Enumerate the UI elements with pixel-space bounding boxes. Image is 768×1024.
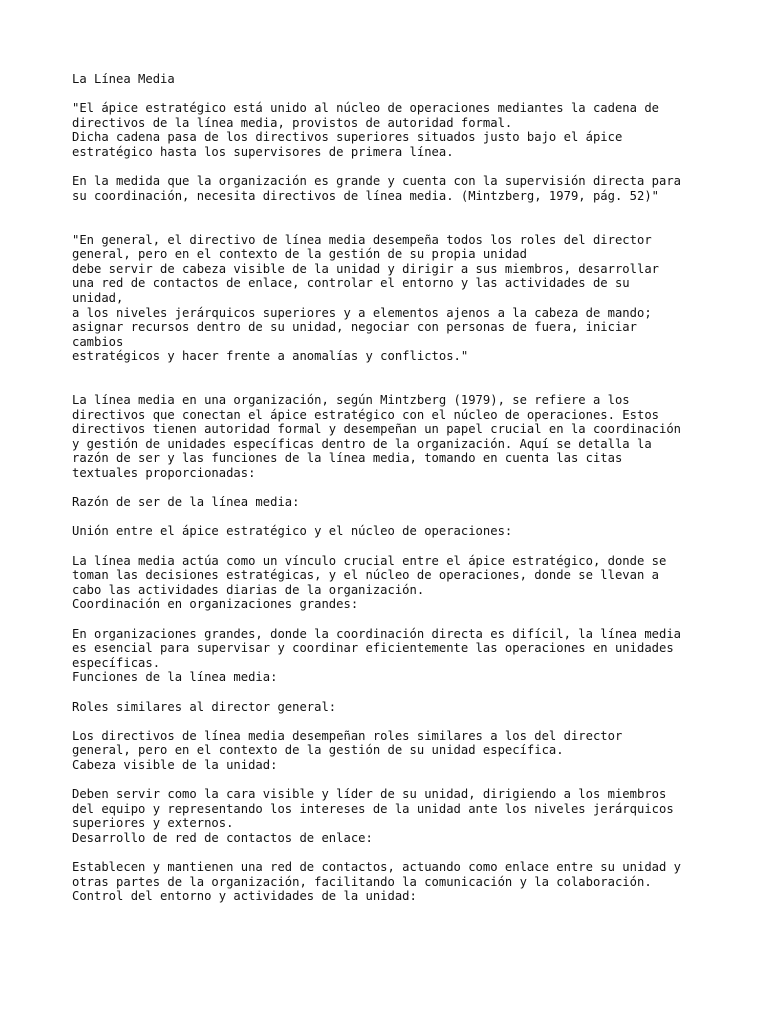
text-line: específicas. [72,655,161,670]
text-line: Establecen y mantienen una red de contactos, actuando como enlace entre su unidad y [72,860,682,875]
text-line: estratégicos y hacer frente a anomalías y conflictos." [72,349,469,364]
text-line: Cabeza visible de la unidad: [72,757,278,772]
text-line: La Línea Media [72,72,175,86]
text-line: Dicha cadena pasa de los directivos superiores situados justo bajo el ápice [72,130,623,145]
text-line [72,845,712,860]
text-line [72,364,712,379]
text-line: superiores y externos. [72,816,234,831]
text-line: general, pero en el contexto de la gestión de su propia unidad [72,247,527,262]
text-line: toman las decisiones estratégicas, y el núcleo de operaciones, donde se llevan a [72,568,659,583]
text-line [72,539,712,554]
text-line: estratégico hasta los supervisores de primera línea. [72,144,454,159]
text-line: general, pero en el contexto de la gestión de su unidad específica. [72,743,564,758]
text-line: En la medida que la organización es grande y cuenta con la supervisión directa para [72,174,682,189]
text-line: textuales proporcionadas: [72,466,256,481]
text-line: directivos que conectan el ápice estratégico con el núcleo de operaciones. Estos [72,407,659,422]
text-line [72,685,712,700]
text-line: Roles similares al director general: [72,699,337,714]
text-line [72,87,712,102]
text-line: unidad, [72,290,124,305]
text-line: debe servir de cabeza visible de la unidad y dirigir a sus miembros, desarrollar [72,261,659,276]
text-line: su coordinación, necesita directivos de línea media. (Mintzberg, 1979, pág. 52)" [72,188,659,203]
text-line: Razón de ser de la línea media: [72,495,300,510]
text-line [72,378,712,393]
text-line: La línea media actúa como un vínculo crucial entre el ápice estratégico, donde se [72,553,667,568]
text-line: asignar recursos dentro de su unidad, negociar con personas de fuera, iniciar [72,320,637,335]
text-line: Control del entorno y actividades de la unidad: [72,889,417,904]
text-line: "El ápice estratégico está unido al núcleo de operaciones mediantes la cadena de [72,101,659,116]
text-line: una red de contactos de enlace, controlar el entorno y las actividades de su [72,276,630,291]
document-text [72,72,712,904]
text-line [72,773,712,788]
text-line: cabo las actividades diarias de la organización. [72,582,425,597]
text-line: Desarrollo de red de contactos de enlace: [72,830,373,845]
text-line: razón de ser y las funciones de la línea media, tomando en cuenta las citas [72,451,623,466]
text-line: otras partes de la organización, facilitando la comunicación y la colaboración. [72,874,652,889]
text-line: Funciones de la línea media: [72,670,278,685]
text-line: y gestión de unidades específicas dentro de la organización. Aquí se detalla la [72,436,652,451]
text-line [72,160,712,175]
text-line: Coordinación en organizaciones grandes: [72,597,359,612]
text-line [72,203,712,218]
text-line: En organizaciones grandes, donde la coordinación directa es difícil, la línea media [72,626,682,641]
text-line [72,481,712,496]
text-line: Los directivos de línea media desempeñan roles similares a los del director [72,728,623,743]
text-line [72,510,712,525]
text-line: cambios [72,334,124,349]
text-line: es esencial para supervisar y coordinar eficientemente las operaciones en unidades [72,641,674,656]
text-line: Unión entre el ápice estratégico y el núcleo de operaciones: [72,524,513,539]
text-line [72,218,712,233]
text-line: Deben servir como la cara visible y líder de su unidad, dirigiendo a los miembros [72,787,667,802]
text-line: La línea media en una organización, según Mintzberg (1979), se refiere a los [72,393,630,408]
text-line: a los niveles jerárquicos superiores y a elementos ajenos a la cabeza de mando; [72,305,652,320]
text-line: del equipo y representando los intereses de la unidad ante los niveles jerárquicos [72,801,674,816]
text-line [72,714,712,729]
text-line: directivos de la línea media, provistos de autoridad formal. [72,115,513,130]
text-line: "En general, el directivo de línea media desempeña todos los roles del director [72,232,652,247]
text-line [72,612,712,627]
text-line: directivos tienen autoridad formal y desempeñan un papel crucial en la coordinación [72,422,682,437]
